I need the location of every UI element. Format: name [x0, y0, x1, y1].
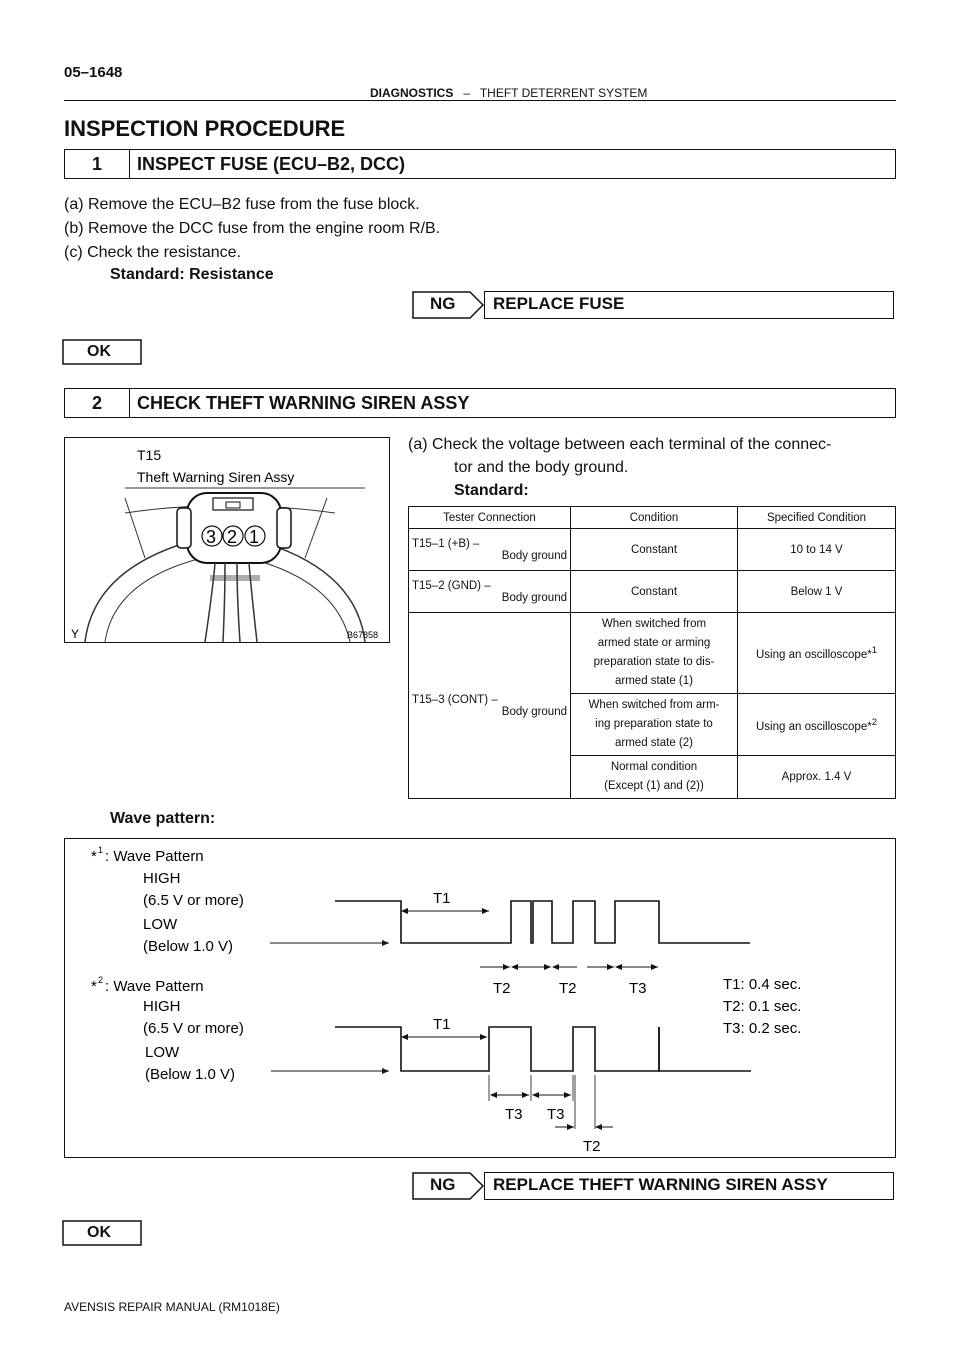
- ok-label: OK: [87, 343, 111, 360]
- p2-t3a-label: T3: [505, 1106, 523, 1123]
- p1-waveform: [335, 901, 750, 943]
- header-separator: –: [463, 86, 471, 100]
- step2-ng-row: [412, 1172, 896, 1200]
- wave-diagram: [65, 839, 895, 1157]
- p2-high: HIGH: [143, 998, 181, 1015]
- p2-low-val: (Below 1.0 V): [145, 1066, 236, 1083]
- connector-illustration: [65, 438, 389, 642]
- p2-waveform-guide: [335, 1027, 679, 1071]
- page-number: 05–1648: [64, 64, 123, 81]
- ok-label: OK: [87, 1224, 111, 1241]
- cond-line: When switched from: [601, 618, 707, 630]
- cell-spec: [738, 694, 896, 756]
- p2-waveform-hidden: [577, 1027, 659, 1071]
- step-number: 2: [65, 389, 130, 417]
- ng-label: NG: [430, 294, 456, 313]
- table-row: [409, 529, 896, 571]
- header-rule: [64, 100, 896, 101]
- step1-ok-tag: [62, 339, 142, 365]
- cell-connection: [409, 529, 571, 571]
- step2-instruction-1: (a) Check the voltage between each terminal of the connec-: [408, 436, 832, 453]
- cell-connection: [409, 613, 571, 799]
- conn-text: Body ground: [501, 591, 567, 604]
- conn-text: T15–3 (CONT) –: [412, 693, 498, 706]
- th-tester-connection: Tester Connection: [409, 507, 571, 529]
- cell-condition: [571, 694, 738, 756]
- p1-t2a-label: T2: [493, 980, 511, 997]
- step1-ng-row: [412, 291, 896, 319]
- conn-text: Body ground: [501, 549, 567, 562]
- p1-high-val: (6.5 V or more): [143, 892, 244, 909]
- step-title: CHECK THEFT WARNING SIREN ASSY: [137, 393, 470, 413]
- step-1-header: [64, 149, 896, 179]
- footer-manual-id: AVENSIS REPAIR MANUAL (RM1018E): [64, 1300, 280, 1314]
- spec-sup: 1: [871, 645, 878, 657]
- p1-t2b-label: T2: [559, 980, 577, 997]
- legend-t3: T3: 0.2 sec.: [723, 1020, 802, 1037]
- p2-waveform-hidden: [573, 1027, 595, 1071]
- step-number: 1: [65, 150, 130, 178]
- th-specified-condition: Specified Condition: [738, 507, 896, 529]
- p1-sup: 1: [98, 845, 104, 855]
- voltage-spec-table: [408, 506, 896, 799]
- figure-code: B67858: [347, 630, 379, 640]
- running-header: [370, 86, 647, 100]
- cell-condition: Constant: [571, 529, 738, 571]
- cond-line: armed state or arming: [597, 637, 711, 649]
- p1-star: *: [91, 848, 97, 865]
- ng-label: NG: [430, 1175, 456, 1194]
- pin-3-label: 3: [206, 527, 217, 547]
- ng-action: REPLACE THEFT WARNING SIREN ASSY: [493, 1175, 828, 1194]
- cond-line: preparation state to dis-: [593, 656, 715, 668]
- step1-line-b: (b) Remove the DCC fuse from the engine room R/B.: [64, 220, 441, 237]
- spec-sup: 2: [871, 716, 878, 728]
- cond-line: armed state (1): [615, 675, 693, 687]
- p1-high: HIGH: [143, 870, 181, 887]
- p2-t3b-label: T3: [547, 1106, 565, 1123]
- cond-line: When switched from arm-: [588, 699, 720, 711]
- step2-instruction-2: tor and the body ground.: [454, 459, 629, 476]
- cell-spec: [738, 613, 896, 694]
- step-title: INSPECT FUSE (ECU–B2, DCC): [137, 154, 406, 174]
- connector-name: Theft Warning Siren Assy: [137, 469, 295, 485]
- conn-text: T15–1 (+B) –: [412, 537, 480, 550]
- spec-text: Using an oscilloscope*: [755, 720, 872, 733]
- spec-text: Using an oscilloscope*: [755, 648, 872, 661]
- wave-pattern-figure: [64, 838, 896, 1158]
- wave-heading: Wave pattern:: [110, 810, 216, 827]
- step-2-header: [64, 388, 896, 418]
- cond-line: armed state (2): [615, 737, 693, 749]
- p2-high-val: (6.5 V or more): [143, 1020, 244, 1037]
- step2-ok-tag: [62, 1220, 142, 1246]
- cell-spec: Below 1 V: [738, 571, 896, 613]
- legend-t1: T1: 0.4 sec.: [723, 976, 802, 993]
- legend-t2: T2: 0.1 sec.: [723, 998, 802, 1015]
- p2-star: *: [91, 978, 97, 995]
- th-condition: Condition: [571, 507, 738, 529]
- p2-title: : Wave Pattern: [105, 978, 204, 995]
- step1-line-a: (a) Remove the ECU–B2 fuse from the fuse block.: [64, 196, 420, 213]
- connector-figure: [64, 437, 390, 643]
- table-row: [409, 613, 896, 694]
- p1-low-val: (Below 1.0 V): [143, 938, 234, 955]
- step1-line-c: (c) Check the resistance.: [64, 244, 241, 261]
- pin-1-label: 1: [249, 527, 260, 547]
- p2-sup: 2: [98, 975, 104, 985]
- cell-condition: [571, 613, 738, 694]
- cell-condition: [571, 756, 738, 799]
- conn-text: Body ground: [501, 705, 567, 718]
- connector-id: T15: [137, 447, 162, 463]
- pin-2-label: 2: [227, 527, 238, 547]
- p1-low: LOW: [143, 916, 178, 933]
- table-row: [409, 571, 896, 613]
- cond-line: (Except (1) and (2)): [604, 780, 704, 792]
- p1-t3-label: T3: [629, 980, 647, 997]
- cell-connection: [409, 571, 571, 613]
- cell-spec: Approx. 1.4 V: [738, 756, 896, 799]
- table-header-row: [409, 507, 896, 529]
- p2-t2-label: T2: [583, 1138, 601, 1155]
- corner-letter: Y: [71, 627, 80, 641]
- page-title: INSPECTION PROCEDURE: [64, 116, 346, 141]
- p2-waveform-hidden: [575, 1027, 595, 1071]
- p1-title: : Wave Pattern: [105, 848, 204, 865]
- section-name: DIAGNOSTICS: [370, 86, 454, 100]
- step2-standard: Standard:: [454, 482, 529, 499]
- cond-line: ing preparation state to: [595, 718, 713, 730]
- cond-line: Normal condition: [610, 761, 698, 773]
- ng-action: REPLACE FUSE: [493, 294, 625, 313]
- subsection-name: THEFT DETERRENT SYSTEM: [479, 86, 648, 100]
- p2-low: LOW: [145, 1044, 180, 1061]
- conn-text: T15–2 (GND) –: [412, 579, 491, 592]
- p1-t1-label: T1: [433, 890, 451, 907]
- p2-t1-label: T1: [433, 1016, 451, 1033]
- cell-condition: Constant: [571, 571, 738, 613]
- p2-waveform-a: [335, 1027, 659, 1071]
- step1-standard: Standard: Resistance: [110, 266, 274, 283]
- cell-spec: 10 to 14 V: [738, 529, 896, 571]
